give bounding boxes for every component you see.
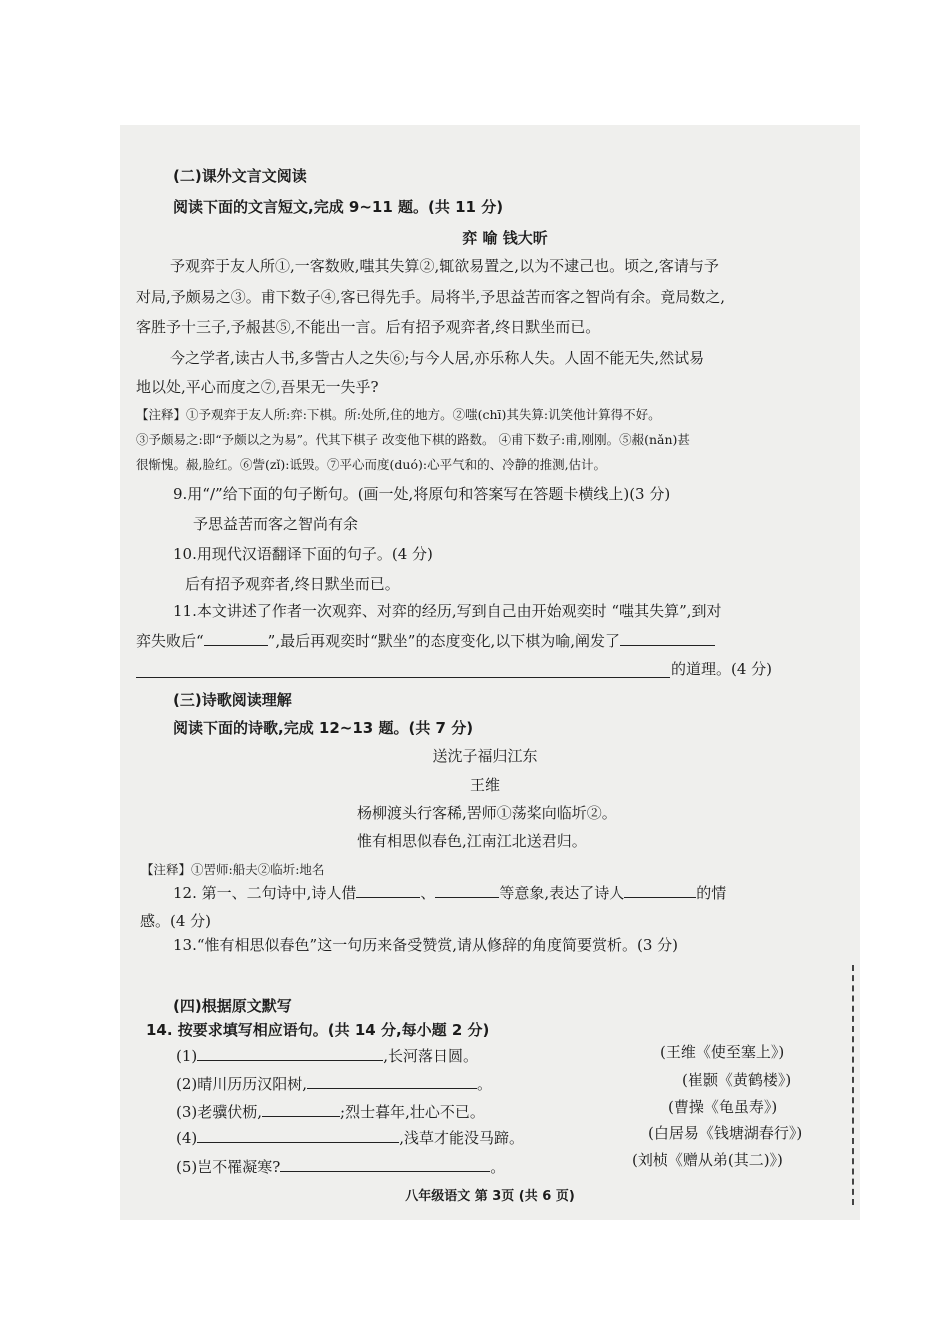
fill-item-text: 。 — [477, 1075, 493, 1093]
passage-line: 对局,予颇易之③。甫下数子④,客已得先手。局将半,予思益苦而客之智尚有余。竟局数之, — [136, 288, 726, 306]
fill-item-text: 岂不罹凝寒? — [197, 1158, 281, 1176]
fill-item-number: (3) — [176, 1103, 198, 1121]
poem-line: 惟有相思似春色,江南江北送君归。 — [357, 832, 587, 850]
fill-item-number: (5) — [176, 1158, 198, 1176]
fill-item-text: ,浅草才能没马蹄。 — [399, 1129, 525, 1147]
question-12-text: 等意象,表达了诗人 — [499, 884, 625, 902]
binding-line — [852, 965, 854, 1205]
question-11-line: 的道理。(4 分) — [671, 660, 773, 678]
page-footer: 八年级语文 第 3页 (共 6 页) — [405, 1189, 575, 1204]
fill-item-4 — [176, 1128, 524, 1148]
question-10-sentence: 后有招予观弈者,终日默坐而已。 — [185, 575, 400, 593]
fill-item-1 — [176, 1046, 478, 1066]
poem-line: 杨柳渡头行客稀,罟师①荡桨向临圻②。 — [357, 804, 617, 822]
question-12-text: 感。(4 分) — [140, 912, 212, 930]
passage-line: 予观弈于友人所①,一客数败,嗤其失算②,辄欲易置之,以为不逮己也。顷之,客请与予 — [170, 257, 719, 275]
question-11-text: ”,最后再观奕时“默坐”的态度变化,以下棋为喻,阐发了 — [267, 632, 620, 650]
fill-item-number: (2) — [176, 1075, 198, 1093]
poem-title: 送沈子福归江东 — [432, 747, 538, 765]
fill-item-source: (王维《使至塞上》) — [660, 1043, 785, 1061]
fill-item-number: (1) — [176, 1047, 198, 1065]
section-2-instruction: 阅读下面的文言短文,完成 9~11 题。(共 11 分) — [173, 198, 504, 216]
answer-blank[interactable] — [197, 1128, 399, 1143]
question-11-text: 弈失败后“ — [136, 632, 204, 650]
answer-blank[interactable] — [204, 631, 268, 646]
answer-blank[interactable] — [197, 1046, 383, 1061]
poem-author: 王维 — [469, 776, 500, 794]
question-14: 14. 按要求填写相应语句。(共 14 分,每小题 2 分) — [146, 1021, 490, 1039]
fill-item-5 — [176, 1157, 505, 1177]
question-10-prompt: 10.用现代汉语翻译下面的句子。(4 分) — [173, 545, 433, 563]
fill-item-number: (4) — [176, 1129, 198, 1147]
answer-blank[interactable] — [435, 883, 499, 898]
fill-item-source: (曹操《龟虽寿》) — [668, 1098, 778, 1116]
fill-item-text: 晴川历历汉阳树, — [197, 1075, 308, 1093]
question-12 — [173, 883, 726, 903]
question-9-score: (3 分) — [629, 485, 671, 503]
fill-item-text: 。 — [490, 1158, 506, 1176]
question-12-text: 、 — [420, 884, 436, 902]
fill-item-2 — [176, 1074, 492, 1094]
annotation-line: ③予颇易之:即“予颇以之为易”。代其下棋子 改变他下棋的路数。 ④甫下数子:甫,刚刚。⑤赧(nǎn)甚 — [136, 432, 690, 447]
question-13: 13.“惟有相思似春色”这一句历来备受赞赏,请从修辞的角度简要赏析。(3 分) — [173, 936, 678, 954]
section-2-heading: (二)课外文言文阅读 — [173, 167, 307, 185]
fill-item-source: (白居易《钱塘湖春行》) — [648, 1124, 803, 1142]
fill-item-3 — [176, 1102, 485, 1122]
answer-blank[interactable] — [356, 883, 420, 898]
fill-item-source: (刘桢《赠从弟(其二)》) — [632, 1151, 783, 1169]
answer-blank[interactable] — [136, 677, 670, 678]
passage-line: 今之学者,读古人书,多訾古人之失⑥;与今人居,亦乐称人失。人固不能无失,然试易 — [170, 349, 705, 367]
fill-item-text: ,长河落日圆。 — [383, 1047, 479, 1065]
annotation-line: 很惭愧。赧,脸红。⑥訾(zǐ):诋毁。⑦平心而度(duó):心平气和的、冷静的推测,估计。 — [136, 457, 607, 472]
section-3-heading: (三)诗歌阅读理解 — [173, 691, 292, 709]
answer-blank[interactable] — [624, 883, 696, 898]
answer-blank[interactable] — [307, 1074, 477, 1089]
fill-item-text: 老骥伏枥, — [197, 1103, 263, 1121]
question-9 — [173, 484, 670, 504]
annotation-line: 【注释】①予观弈于友人所:弈:下棋。所:处所,住的地方。②嗤(chī)其失算:讥笑他计算得不好。 — [136, 407, 661, 422]
section-4-heading: (四)根据原文默写 — [173, 997, 292, 1015]
answer-blank[interactable] — [262, 1102, 340, 1117]
answer-blank[interactable] — [280, 1157, 490, 1172]
question-9-prompt: 9.用“/”给下面的句子断句。(画一处,将原句和答案写在答题卡横线上) — [173, 485, 630, 503]
answer-blank[interactable] — [620, 631, 715, 646]
fill-item-text: ;烈士暮年,壮心不已。 — [340, 1103, 485, 1121]
passage-line: 地以处,平心而度之⑦,吾果无一失乎? — [136, 378, 379, 396]
poem-annotation: 【注释】①罟师:船夫②临圻:地名 — [141, 862, 325, 877]
passage-title: 弈 喻 钱大昕 — [462, 229, 548, 247]
question-11-line: 11.本文讲述了作者一次观弈、对弈的经历,写到自己由开始观奕时 “嗤其失算”,到对 — [173, 602, 722, 620]
question-11-line — [136, 631, 715, 651]
question-9-sentence: 予思益苦而客之智尚有余 — [193, 515, 359, 533]
passage-line: 客胜予十三子,予赧甚⑤,不能出一言。后有招予观弈者,终日默坐而已。 — [136, 318, 601, 336]
fill-item-source: (崔颢《黄鹤楼》) — [682, 1071, 792, 1089]
question-12-text: 的情 — [696, 884, 727, 902]
section-3-instruction: 阅读下面的诗歌,完成 12~13 题。(共 7 分) — [173, 719, 474, 737]
question-12-text: 12. 第一、二句诗中,诗人借 — [173, 884, 357, 902]
